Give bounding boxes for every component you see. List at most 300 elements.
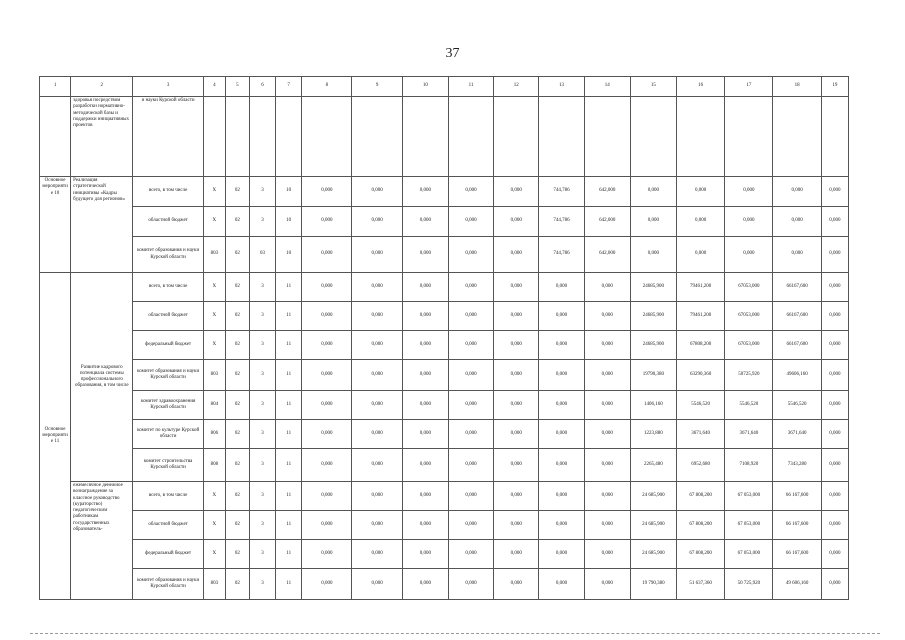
table-cell: 51 637,360 xyxy=(677,569,725,600)
empty-cell xyxy=(539,97,584,177)
funding-source: и науки Курской области xyxy=(133,97,203,177)
table-cell: X xyxy=(203,540,225,569)
table-cell: 0,000 xyxy=(302,511,352,540)
table-cell: 02 xyxy=(225,302,249,331)
table-cell: 02 xyxy=(225,569,249,600)
empty-cell xyxy=(584,97,630,177)
column-number: 4 xyxy=(203,77,225,97)
table-cell: 0,000 xyxy=(402,482,448,511)
table-cell: 0,000 xyxy=(584,420,630,449)
table-cell: 63290,360 xyxy=(677,360,725,391)
table-row xyxy=(40,540,849,569)
table-cell: 0,000 xyxy=(584,331,630,360)
table-cell: 0,000 xyxy=(539,302,584,331)
table-cell: 803 xyxy=(203,237,225,273)
table-cell: 0,000 xyxy=(584,482,630,511)
table-cell: 0,000 xyxy=(352,449,402,482)
table-row xyxy=(40,273,849,302)
table-cell: 0,000 xyxy=(539,273,584,302)
empty-cell xyxy=(302,97,352,177)
table-cell: X xyxy=(203,177,225,207)
table-cell: 0,000 xyxy=(352,420,402,449)
table-cell: 0,000 xyxy=(494,391,539,420)
table-cell: 67053,000 xyxy=(725,273,773,302)
table-cell: 3 xyxy=(249,482,275,511)
table-cell: 0,000 xyxy=(584,273,630,302)
table-cell: 0,000 xyxy=(821,273,848,302)
table-cell: 0,000 xyxy=(302,237,352,273)
table-cell: 67 053,000 xyxy=(725,540,773,569)
table-cell: 0,000 xyxy=(402,273,448,302)
column-number: 11 xyxy=(448,77,493,97)
table-cell: 0,000 xyxy=(494,360,539,391)
column-number: 5 xyxy=(225,77,249,97)
table-cell: 0,000 xyxy=(302,177,352,207)
table-cell: 67 808,200 xyxy=(677,511,725,540)
table-cell: 0,000 xyxy=(402,420,448,449)
table-cell: 11 xyxy=(276,511,302,540)
funding-source: комитет здравоохранения Курской области xyxy=(133,391,203,420)
table-cell: 0,000 xyxy=(302,273,352,302)
table-cell: 3 xyxy=(249,391,275,420)
funding-source: всего, в том числе xyxy=(133,482,203,511)
table-cell: 02 xyxy=(225,207,249,237)
table-cell: 3 xyxy=(249,331,275,360)
table-cell: 7343,280 xyxy=(773,449,821,482)
table-cell: 02 xyxy=(225,420,249,449)
table-cell: 0,000 xyxy=(584,391,630,420)
table-cell: 11 xyxy=(276,391,302,420)
table-cell: 0,000 xyxy=(494,302,539,331)
table-cell: 0,000 xyxy=(402,449,448,482)
column-number: 15 xyxy=(630,77,676,97)
table-cell: 7108,920 xyxy=(725,449,773,482)
table-cell: 0,000 xyxy=(302,331,352,360)
empty-cell xyxy=(249,97,275,177)
table-cell: 0,000 xyxy=(402,207,448,237)
table-cell: 0,000 xyxy=(821,391,848,420)
table-cell: 66167,600 xyxy=(773,331,821,360)
table-cell: 0,000 xyxy=(402,331,448,360)
table-cell: 3 xyxy=(249,360,275,391)
table-cell: 0,000 xyxy=(448,540,493,569)
empty-cell xyxy=(40,97,71,177)
table-cell: 806 xyxy=(203,420,225,449)
table-cell: 0,000 xyxy=(402,569,448,600)
page-footer-line xyxy=(30,633,880,634)
column-number: 16 xyxy=(677,77,725,97)
table-cell: 02 xyxy=(225,511,249,540)
table-cell: 0,000 xyxy=(302,360,352,391)
table-cell: 11 xyxy=(276,569,302,600)
table-cell: 67808,200 xyxy=(677,331,725,360)
table-cell: 0,000 xyxy=(821,569,848,600)
empty-cell xyxy=(276,97,302,177)
table-cell: 0,000 xyxy=(448,420,493,449)
table-cell: 0,000 xyxy=(352,331,402,360)
column-number: 19 xyxy=(821,77,848,97)
table-cell: 5546,520 xyxy=(677,391,725,420)
table-cell: 0,000 xyxy=(821,331,848,360)
table-cell: 0,000 xyxy=(821,360,848,391)
table-cell: 0,000 xyxy=(584,511,630,540)
table-cell: 0,000 xyxy=(821,511,848,540)
table-cell: 67 053,000 xyxy=(725,482,773,511)
table-cell: 803 xyxy=(203,569,225,600)
table-cell: X xyxy=(203,273,225,302)
column-number: 17 xyxy=(725,77,773,97)
table-cell: 24 685,900 xyxy=(630,482,676,511)
table-cell: 0,000 xyxy=(494,237,539,273)
measure-name: Реализация стратегической инициативы «Кадры будущего для регионов» xyxy=(71,177,133,273)
empty-cell xyxy=(677,97,725,177)
table-cell: 803 xyxy=(203,360,225,391)
table-row xyxy=(40,302,849,331)
table-cell: 0,000 xyxy=(821,302,848,331)
table-cell: 0,000 xyxy=(448,360,493,391)
table-cell: 0,000 xyxy=(773,207,821,237)
table-cell: 0,000 xyxy=(494,273,539,302)
funding-source: областной бюджет xyxy=(133,511,203,540)
table-row xyxy=(40,331,849,360)
table-cell: 744,786 xyxy=(539,177,584,207)
table-cell: 11 xyxy=(276,273,302,302)
budget-table xyxy=(39,76,849,600)
table-cell: 0,000 xyxy=(494,177,539,207)
table-cell: 11 xyxy=(276,449,302,482)
table-cell: 0,000 xyxy=(352,273,402,302)
table-cell: 0,000 xyxy=(402,302,448,331)
table-cell: 67053,000 xyxy=(725,331,773,360)
table-row xyxy=(40,360,849,391)
table-cell: 24685,900 xyxy=(630,331,676,360)
measure-title: Основное мероприятие 10 xyxy=(40,177,71,273)
table-cell: 66 167,600 xyxy=(773,540,821,569)
table-cell: 0,000 xyxy=(302,420,352,449)
table-row xyxy=(40,511,849,540)
table-cell: 0,000 xyxy=(302,449,352,482)
table-cell: X xyxy=(203,207,225,237)
table-cell: 0,000 xyxy=(448,237,493,273)
table-cell: 0,000 xyxy=(302,569,352,600)
table-cell: 02 xyxy=(225,360,249,391)
table-cell: 24 685,900 xyxy=(630,540,676,569)
table-cell: 0,000 xyxy=(402,237,448,273)
funding-source: комитет образования и науки Курской области xyxy=(133,569,203,600)
funding-source: федеральный бюджет xyxy=(133,540,203,569)
table-cell: 67 808,200 xyxy=(677,482,725,511)
table-cell: 0,000 xyxy=(773,177,821,207)
empty-cell xyxy=(352,97,402,177)
table-cell: 0,000 xyxy=(352,482,402,511)
table-cell: 11 xyxy=(276,420,302,449)
table-cell: 5546,520 xyxy=(773,391,821,420)
table-cell: 11 xyxy=(276,302,302,331)
table-cell: 0,000 xyxy=(302,482,352,511)
table-cell: 0,000 xyxy=(302,540,352,569)
table-cell: 0,000 xyxy=(539,540,584,569)
table-cell: 49606,160 xyxy=(773,360,821,391)
table-cell: 19790,380 xyxy=(630,360,676,391)
table-cell: 11 xyxy=(276,331,302,360)
table-cell: 50725,920 xyxy=(725,360,773,391)
table-cell: 0,000 xyxy=(448,449,493,482)
table-cell: 0,000 xyxy=(821,540,848,569)
table-cell: 02 xyxy=(225,273,249,302)
table-cell: 2265,480 xyxy=(630,449,676,482)
table-cell: 79461,200 xyxy=(677,273,725,302)
empty-cell xyxy=(773,97,821,177)
table-cell: 02 xyxy=(225,331,249,360)
table-cell: 0,000 xyxy=(448,177,493,207)
table-row xyxy=(40,449,849,482)
table-cell: 1223,880 xyxy=(630,420,676,449)
column-number: 3 xyxy=(133,77,203,97)
table-cell: 3 xyxy=(249,302,275,331)
table-cell: 0,000 xyxy=(352,207,402,237)
table-cell: 02 xyxy=(225,391,249,420)
table-cell: 0,000 xyxy=(539,420,584,449)
table-cell: 744,786 xyxy=(539,207,584,237)
table-cell: 642,000 xyxy=(584,177,630,207)
table-cell: 0,000 xyxy=(402,177,448,207)
measure-name: Развитие кадрового потенциала системы профессионального образования, в том числе xyxy=(71,273,133,482)
table-cell: 5546,520 xyxy=(725,391,773,420)
table-cell: 24685,900 xyxy=(630,273,676,302)
column-number: 7 xyxy=(276,77,302,97)
column-number: 18 xyxy=(773,77,821,97)
table-cell: 3 xyxy=(249,449,275,482)
table-cell: 0,000 xyxy=(402,511,448,540)
table-cell: 3 xyxy=(249,540,275,569)
table-cell: 0,000 xyxy=(448,302,493,331)
table-cell: 66167,600 xyxy=(773,273,821,302)
table-cell: 67 808,200 xyxy=(677,540,725,569)
funding-source: комитет строительства Курской области xyxy=(133,449,203,482)
table-cell: 0,000 xyxy=(302,302,352,331)
table-cell: 0,000 xyxy=(821,207,848,237)
table-cell: 0,000 xyxy=(725,177,773,207)
table-row xyxy=(40,391,849,420)
column-number: 10 xyxy=(402,77,448,97)
funding-source: комитет по культуре Курской области xyxy=(133,420,203,449)
table-cell: 0,000 xyxy=(494,331,539,360)
table-cell: 0,000 xyxy=(821,420,848,449)
table-cell: 0,000 xyxy=(302,207,352,237)
column-number: 1 xyxy=(40,77,71,97)
table-cell: 24685,900 xyxy=(630,302,676,331)
table-cell: 0,000 xyxy=(448,569,493,600)
table-cell: 11 xyxy=(276,540,302,569)
table-cell: 0,000 xyxy=(494,207,539,237)
column-number: 12 xyxy=(494,77,539,97)
table-cell: 02 xyxy=(225,177,249,207)
measure-title: Основное мероприятие 11 xyxy=(40,273,71,600)
table-cell: 0,000 xyxy=(448,273,493,302)
empty-cell xyxy=(448,97,493,177)
empty-cell xyxy=(821,97,848,177)
table-cell: 0,000 xyxy=(494,540,539,569)
table-row xyxy=(40,237,849,273)
table-cell: 0,000 xyxy=(677,207,725,237)
table-cell: 0,000 xyxy=(539,569,584,600)
table-cell: 50 725,920 xyxy=(725,569,773,600)
empty-cell xyxy=(630,97,676,177)
table-row xyxy=(40,177,849,207)
table-cell: 0,000 xyxy=(494,482,539,511)
table-cell: 3 xyxy=(249,207,275,237)
table-cell: 744,786 xyxy=(539,237,584,273)
table-cell: 0,000 xyxy=(448,511,493,540)
table-cell: 67 053,000 xyxy=(725,511,773,540)
column-number: 9 xyxy=(352,77,402,97)
table-cell: 0,000 xyxy=(402,360,448,391)
empty-cell xyxy=(225,97,249,177)
table-cell: 10 xyxy=(276,177,302,207)
table-row xyxy=(40,207,849,237)
table-cell: X xyxy=(203,331,225,360)
table-cell: 0,000 xyxy=(821,449,848,482)
table-cell: 0,000 xyxy=(725,237,773,273)
table-cell: 0,000 xyxy=(630,207,676,237)
table-cell: 0,000 xyxy=(539,449,584,482)
funding-source: комитет образования и науки Курской области xyxy=(133,237,203,273)
table-cell: 10 xyxy=(276,207,302,237)
table-cell: X xyxy=(203,482,225,511)
table-cell: 0,000 xyxy=(494,449,539,482)
table-cell: 02 xyxy=(225,449,249,482)
table-cell: 11 xyxy=(276,360,302,391)
table-cell: 3671,640 xyxy=(725,420,773,449)
table-cell: 0,000 xyxy=(725,207,773,237)
empty-cell xyxy=(725,97,773,177)
table-cell: 0,000 xyxy=(352,360,402,391)
table-cell: 0,000 xyxy=(352,177,402,207)
table-cell: 0,000 xyxy=(584,569,630,600)
funding-source: федеральный бюджет xyxy=(133,331,203,360)
table-cell: 0,000 xyxy=(821,237,848,273)
table-cell: 3671,640 xyxy=(677,420,725,449)
table-cell: 10 xyxy=(276,237,302,273)
table-cell: 642,000 xyxy=(584,207,630,237)
empty-cell xyxy=(494,97,539,177)
table-cell: 02 xyxy=(225,482,249,511)
table-cell: 66 167,600 xyxy=(773,511,821,540)
empty-cell xyxy=(402,97,448,177)
table-cell: 66 167,600 xyxy=(773,482,821,511)
page-number: 37 xyxy=(445,46,460,61)
table-cell: 808 xyxy=(203,449,225,482)
table-cell: 67053,000 xyxy=(725,302,773,331)
table-cell: 49 606,160 xyxy=(773,569,821,600)
table-cell: 0,000 xyxy=(539,511,584,540)
table-cell: 03 xyxy=(249,237,275,273)
empty-cell xyxy=(203,97,225,177)
table-cell: 0,000 xyxy=(821,177,848,207)
table-cell: 0,000 xyxy=(352,302,402,331)
table-cell: 11 xyxy=(276,482,302,511)
measure-name: ежемесячное денежное вознаграждение за классное руководство (кураторство) педагогическим работникам государственных образователь- xyxy=(71,482,133,600)
table-cell: 642,000 xyxy=(584,237,630,273)
table-cell: 0,000 xyxy=(539,482,584,511)
funding-source: всего, в том числе xyxy=(133,177,203,207)
table-cell: 02 xyxy=(225,237,249,273)
table-cell: 0,000 xyxy=(352,511,402,540)
table-cell: 804 xyxy=(203,391,225,420)
table-cell: 0,000 xyxy=(584,302,630,331)
table-cell: 0,000 xyxy=(302,391,352,420)
table-row xyxy=(40,420,849,449)
table-cell: 66167,600 xyxy=(773,302,821,331)
table-cell: 0,000 xyxy=(821,482,848,511)
table-cell: 24 685,900 xyxy=(630,511,676,540)
table-cell: 3 xyxy=(249,511,275,540)
table-cell: 0,000 xyxy=(494,511,539,540)
table-cell: 1406,160 xyxy=(630,391,676,420)
table-cell: 3 xyxy=(249,177,275,207)
table-cell: 0,000 xyxy=(539,360,584,391)
table-cell: 0,000 xyxy=(584,449,630,482)
table-cell: 3671,640 xyxy=(773,420,821,449)
table-row xyxy=(40,97,849,177)
table-cell: 0,000 xyxy=(448,207,493,237)
table-cell: 0,000 xyxy=(352,237,402,273)
column-number: 13 xyxy=(539,77,584,97)
funding-source: комитет образования и науки Курской области xyxy=(133,360,203,391)
table-cell: 0,000 xyxy=(402,391,448,420)
table-cell: 0,000 xyxy=(448,391,493,420)
table-cell: 0,000 xyxy=(773,237,821,273)
table-row xyxy=(40,569,849,600)
table-cell: 3 xyxy=(249,569,275,600)
table-cell: 19 790,380 xyxy=(630,569,676,600)
funding-source: всего, в том числе xyxy=(133,273,203,302)
table-cell: 3 xyxy=(249,420,275,449)
column-number: 6 xyxy=(249,77,275,97)
table-cell: 0,000 xyxy=(677,237,725,273)
table-cell: 02 xyxy=(225,540,249,569)
table-row xyxy=(40,482,849,511)
column-number: 14 xyxy=(584,77,630,97)
funding-source: областной бюджет xyxy=(133,207,203,237)
table-cell: 3 xyxy=(249,273,275,302)
table-cell: 0,000 xyxy=(584,540,630,569)
table-cell: 0,000 xyxy=(630,177,676,207)
activity-name: здоровья посредством разработки нормативно-методической базы и поддержки инициативных проектов xyxy=(71,97,133,177)
table-cell: 0,000 xyxy=(448,482,493,511)
table-cell: 0,000 xyxy=(630,237,676,273)
table-cell: 0,000 xyxy=(494,420,539,449)
table-cell: 0,000 xyxy=(677,177,725,207)
table-cell: 6952,680 xyxy=(677,449,725,482)
table-cell: 0,000 xyxy=(352,569,402,600)
table-cell: 0,000 xyxy=(539,331,584,360)
header-row xyxy=(40,77,849,97)
table-cell: 0,000 xyxy=(448,331,493,360)
table-cell: 0,000 xyxy=(402,540,448,569)
table-cell: 0,000 xyxy=(494,569,539,600)
table-cell: X xyxy=(203,302,225,331)
column-number: 2 xyxy=(71,77,133,97)
table-cell: 79461,200 xyxy=(677,302,725,331)
table-cell: 0,000 xyxy=(539,391,584,420)
column-number: 8 xyxy=(302,77,352,97)
table-cell: X xyxy=(203,511,225,540)
table-cell: 0,000 xyxy=(352,391,402,420)
funding-source: областной бюджет xyxy=(133,302,203,331)
table-cell: 0,000 xyxy=(584,360,630,391)
table-cell: 0,000 xyxy=(352,540,402,569)
